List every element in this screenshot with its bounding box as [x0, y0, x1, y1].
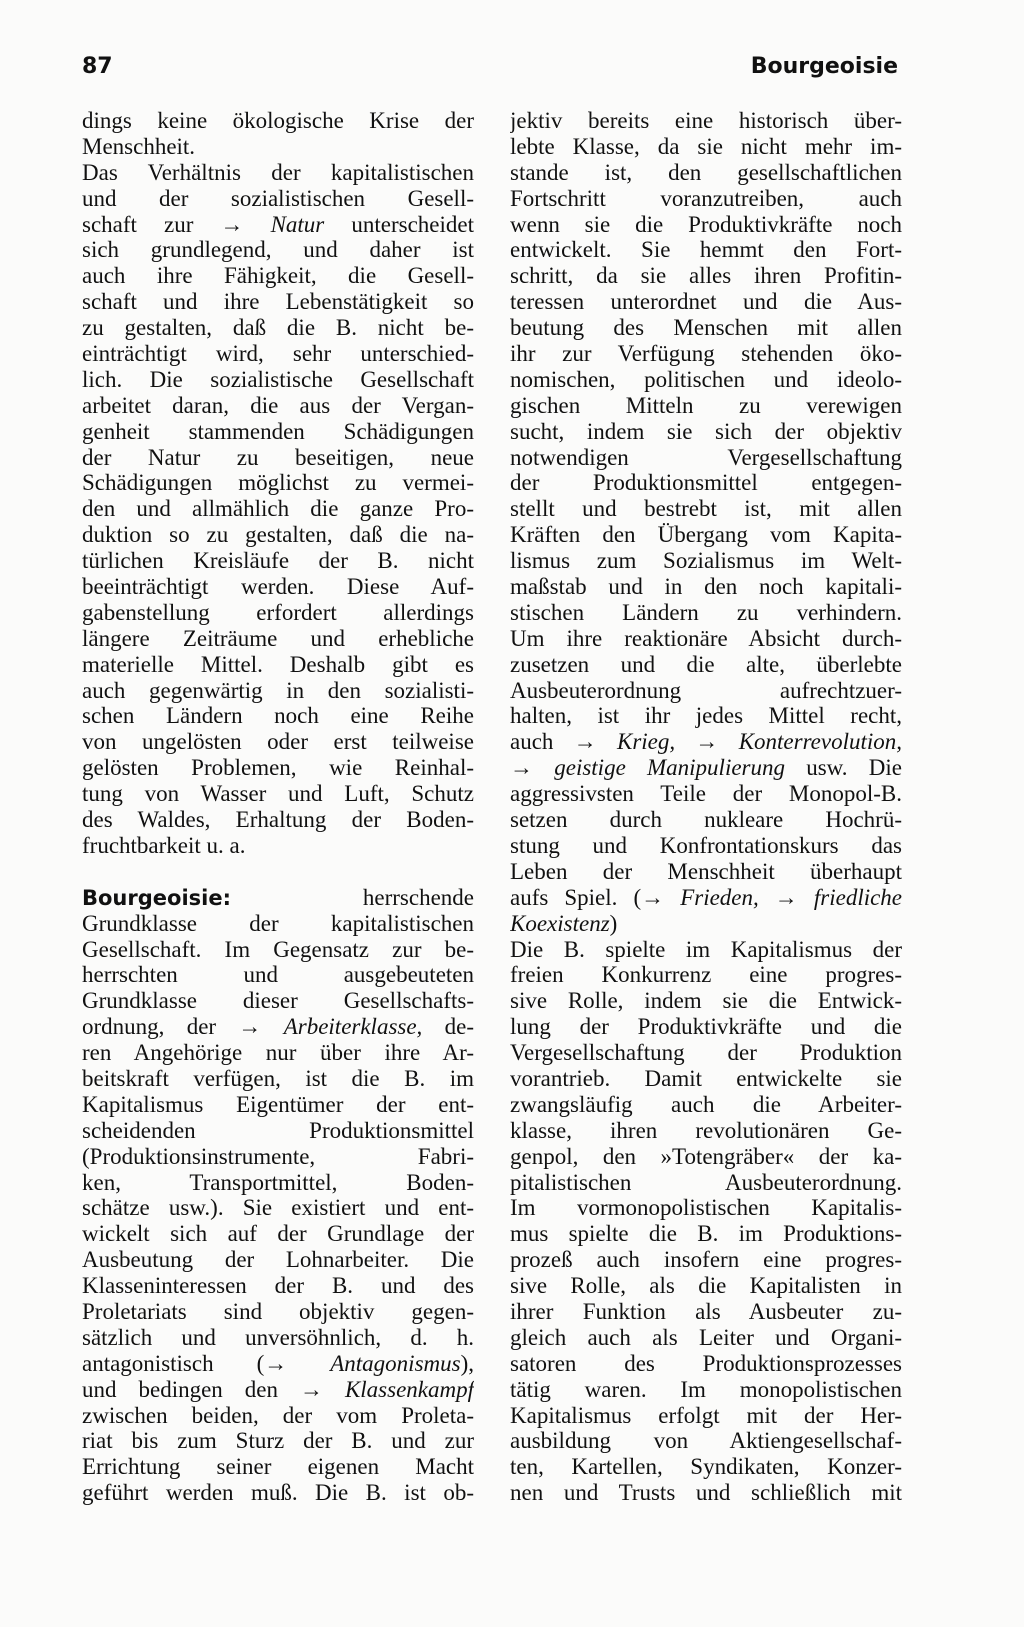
- text-line: dings keine ökologische Krise der: [82, 108, 474, 133]
- text-line: Grundklasse der kapitalistischen: [82, 910, 474, 936]
- text-line-end: de-: [422, 1014, 474, 1040]
- text-line-mid: →: [758, 884, 814, 910]
- text-line: notwendigen Vergesellschaftung: [510, 444, 902, 470]
- text-line-start: →: [510, 755, 555, 781]
- text-line: [82, 212, 474, 238]
- text-line: Kräften den Übergang vom Kapita-: [510, 522, 902, 548]
- text-line: scheidenden Produktionsmittel: [82, 1117, 474, 1143]
- text-line-start: antagonistisch (→: [82, 1350, 331, 1376]
- text-line: sive Rolle, als die Kapitalisten in: [510, 1273, 902, 1299]
- text-line: Proletariats sind objektiv gegen-: [82, 1298, 474, 1324]
- text-line: [510, 911, 902, 937]
- cross-reference: friedliche: [813, 884, 902, 910]
- text-line: auch gegenwärtig in den sozialisti-: [82, 677, 474, 703]
- text-line: beeinträchtigt werden. Diese Auf-: [82, 574, 474, 600]
- text-line: Vergesellschaftung der Produktion: [510, 1040, 902, 1066]
- text-line: [82, 1351, 474, 1377]
- text-line: von ungelösten oder erst teilweise: [82, 729, 474, 755]
- text-line-start: und bedingen den →: [82, 1376, 345, 1402]
- text-line: Fortschritt voranzutreiben, auch: [510, 185, 902, 211]
- text-line: wickelt sich auf der Grundlage der: [82, 1221, 474, 1247]
- text-line: mus spielte die B. im Produktions-: [510, 1221, 902, 1247]
- cross-reference: geistige Manipulierung: [554, 755, 785, 781]
- text-line: sive Rolle, indem sie die Entwick-: [510, 988, 902, 1014]
- text-line: wenn sie die Produktivkräfte noch: [510, 211, 902, 237]
- text-line: nomischen, politischen und ideolo-: [510, 366, 902, 392]
- text-line: Menschheit.: [82, 133, 196, 159]
- text-line: und der sozialistischen Gesell-: [82, 185, 474, 211]
- text-line-start: auch →: [510, 729, 617, 755]
- text-line: auch ihre Fähigkeit, die Gesell-: [82, 263, 474, 289]
- text-line: sätzlich und unversöhnlich, d. h.: [82, 1324, 474, 1350]
- text-line: klasse, ihren revolutionären Ge-: [510, 1117, 902, 1143]
- text-line: stellt und bestrebt ist, mit allen: [510, 496, 902, 522]
- text-line: Kapitalismus erfolgt mit der Her-: [510, 1402, 902, 1428]
- text-line: Im vormonopolistischen Kapitalis-: [510, 1195, 902, 1221]
- text-line: setzen durch nukleare Hochrü-: [510, 807, 902, 833]
- text-line: der Produktionsmittel entgegen-: [510, 470, 902, 496]
- text-line: zwischen beiden, der vom Proleta-: [82, 1402, 474, 1428]
- page-number: 87: [82, 54, 113, 79]
- text-line: zwangsläufig auch die Arbeiter-: [510, 1091, 902, 1117]
- text-line: zusetzen und die alte, überlebte: [510, 651, 902, 677]
- right-column: [510, 108, 902, 1506]
- text-line-end: ),: [460, 1350, 474, 1376]
- text-line: gischen Mitteln zu verewigen: [510, 392, 902, 418]
- text-line: lich. Die sozialistische Gesellschaft: [82, 366, 474, 392]
- text-line: Leben der Menschheit überhaupt: [510, 858, 902, 884]
- cross-reference: Koexistenz: [510, 910, 610, 936]
- text-line: schen Ländern noch eine Reihe: [82, 703, 474, 729]
- text-line: teressen unterordnet und die Aus-: [510, 289, 902, 315]
- text-line-start: ordnung, der →: [82, 1014, 284, 1040]
- entry-definition-start: herrschende: [362, 884, 474, 910]
- text-line: beitskraft verfügen, ist die B. im: [82, 1065, 474, 1091]
- text-line: Das Verhältnis der kapitalistischen: [82, 159, 474, 185]
- text-line: Gesellschaft. Im Gegensatz zur be-: [82, 936, 474, 962]
- text-line: der Natur zu beseitigen, neue: [82, 444, 474, 470]
- text-line-end: unterscheidet: [324, 211, 474, 237]
- text-line: gleich auch als Leiter und Organi-: [510, 1324, 902, 1350]
- text-line: Um ihre reaktionäre Absicht durch-: [510, 625, 902, 651]
- text-line: des Waldes, Erhaltung der Boden-: [82, 807, 474, 833]
- page-header: [82, 54, 898, 88]
- text-line: lebte Klasse, da sie nicht mehr im-: [510, 133, 902, 159]
- text-line: ren Angehörige nur über ihre Ar-: [82, 1040, 474, 1066]
- text-line: Grundklasse dieser Gesellschafts-: [82, 988, 474, 1014]
- text-line: lismus zum Sozialismus im Welt-: [510, 548, 902, 574]
- text-line: stischen Ländern zu verhindern.: [510, 599, 902, 625]
- cross-reference: Klassenkampf: [344, 1376, 474, 1402]
- cross-reference: Arbeiterklasse,: [283, 1014, 423, 1040]
- text-line: herrschten und ausgebeuteten: [82, 962, 474, 988]
- text-line: duktion so zu gestalten, daß die na-: [82, 522, 474, 548]
- text-line: Schädigungen möglichst zu vermei-: [82, 470, 474, 496]
- text-line: ihrer Funktion als Ausbeuter zu-: [510, 1298, 902, 1324]
- text-line: freien Konkurrenz eine progres-: [510, 962, 902, 988]
- cross-reference: Natur: [270, 211, 325, 237]
- text-line: schritt, da sie alles ihren Profitin-: [510, 263, 902, 289]
- text-line: genpol, den »Totengräber« der ka-: [510, 1143, 902, 1169]
- text-line-start: aufs Spiel. (→: [510, 884, 681, 910]
- text-line: türlichen Kreisläufe der B. nicht: [82, 548, 474, 574]
- text-line: schätze usw.). Sie existiert und ent-: [82, 1195, 474, 1221]
- text-line: Ausbeutung der Lohnarbeiter. Die: [82, 1247, 474, 1273]
- text-line: nen und Trusts und schließlich mit: [510, 1480, 902, 1506]
- text-line: ken, Transportmittel, Boden-: [82, 1169, 474, 1195]
- text-line: pitalistischen Ausbeuterordnung.: [510, 1169, 902, 1195]
- text-line: geführt werden muß. Die B. ist ob-: [82, 1480, 474, 1506]
- text-line: [82, 1377, 474, 1403]
- text-line: ten, Kartellen, Syndikaten, Konzer-: [510, 1454, 902, 1480]
- text-line: zu gestalten, daß die B. nicht be-: [82, 315, 474, 341]
- text-line: [510, 885, 902, 911]
- text-line: [82, 1014, 474, 1040]
- text-line: Klasseninteressen der B. und des: [82, 1273, 474, 1299]
- text-line: ausbildung von Aktiengesellschaf-: [510, 1428, 902, 1454]
- text-line-start: schaft zur →: [82, 211, 271, 237]
- text-line: stung und Konfrontationskurs das: [510, 832, 902, 858]
- text-line: arbeitet daran, die aus der Vergan-: [82, 392, 474, 418]
- left-column: [82, 108, 474, 1506]
- entry-separator: [82, 859, 474, 885]
- cross-reference: Krieg,: [616, 729, 676, 755]
- text-line: schaft und ihre Lebenstätigkeit so: [82, 289, 474, 315]
- entry-term: Bourgeoisie:: [82, 885, 231, 910]
- entry-headline: [82, 885, 474, 911]
- cross-reference: Frieden,: [680, 884, 759, 910]
- text-line: gelösten Problemen, wie Reinhal-: [82, 755, 474, 781]
- text-line: lung der Produktivkräfte und die: [510, 1014, 902, 1040]
- cross-reference: Antagonismus: [330, 1350, 461, 1376]
- text-line: Die B. spielte im Kapitalismus der: [510, 936, 902, 962]
- text-line: stande ist, den gesellschaftlichen: [510, 159, 902, 185]
- text-line: ihr zur Verfügung stehenden öko-: [510, 341, 902, 367]
- text-line: aggressivsten Teile der Monopol-B.: [510, 781, 902, 807]
- text-line: Errichtung seiner eigenen Macht: [82, 1454, 474, 1480]
- cross-reference: Konterrevolution,: [738, 729, 902, 755]
- text-line: den und allmählich die ganze Pro-: [82, 496, 474, 522]
- text-line: Kapitalismus Eigentümer der ent-: [82, 1091, 474, 1117]
- text-line: sucht, indem sie sich der objektiv: [510, 418, 902, 444]
- text-line: materielle Mittel. Deshalb gibt es: [82, 651, 474, 677]
- text-line-end: usw. Die: [785, 755, 902, 781]
- text-line: prozeß auch insofern eine progres-: [510, 1247, 902, 1273]
- text-line: satoren des Produktionsprozesses: [510, 1350, 902, 1376]
- text-line: tung von Wasser und Luft, Schutz: [82, 781, 474, 807]
- text-line: fruchtbarkeit u. a.: [82, 832, 246, 858]
- text-line: [510, 755, 902, 781]
- text-line: sich grundlegend, und daher ist: [82, 237, 474, 263]
- running-head: Bourgeoisie: [750, 54, 898, 79]
- text-line: vorantrieb. Damit entwickelte sie: [510, 1065, 902, 1091]
- text-line: jektiv bereits eine historisch über-: [510, 108, 902, 133]
- text-line: [510, 729, 902, 755]
- text-line: (Produktionsinstrumente, Fabri-: [82, 1143, 474, 1169]
- text-line-end: ): [609, 910, 618, 936]
- text-line: einträchtigt wird, sehr unterschied-: [82, 341, 474, 367]
- text-line: genheit stammenden Schädigungen: [82, 418, 474, 444]
- text-line: entwickelt. Sie hemmt den Fort-: [510, 237, 902, 263]
- text-line: tätig waren. Im monopolistischen: [510, 1376, 902, 1402]
- text-line: riat bis zum Sturz der B. und zur: [82, 1428, 474, 1454]
- text-line: Ausbeuterordnung aufrechtzuer-: [510, 677, 902, 703]
- text-line: maßstab und in den noch kapitali-: [510, 574, 902, 600]
- text-line: halten, ist ihr jedes Mittel recht,: [510, 703, 902, 729]
- text-line: längere Zeiträume und erhebliche: [82, 625, 474, 651]
- text-line: gabenstellung erfordert allerdings: [82, 599, 474, 625]
- text-line: beutung des Menschen mit allen: [510, 315, 902, 341]
- text-line-mid: →: [675, 729, 739, 755]
